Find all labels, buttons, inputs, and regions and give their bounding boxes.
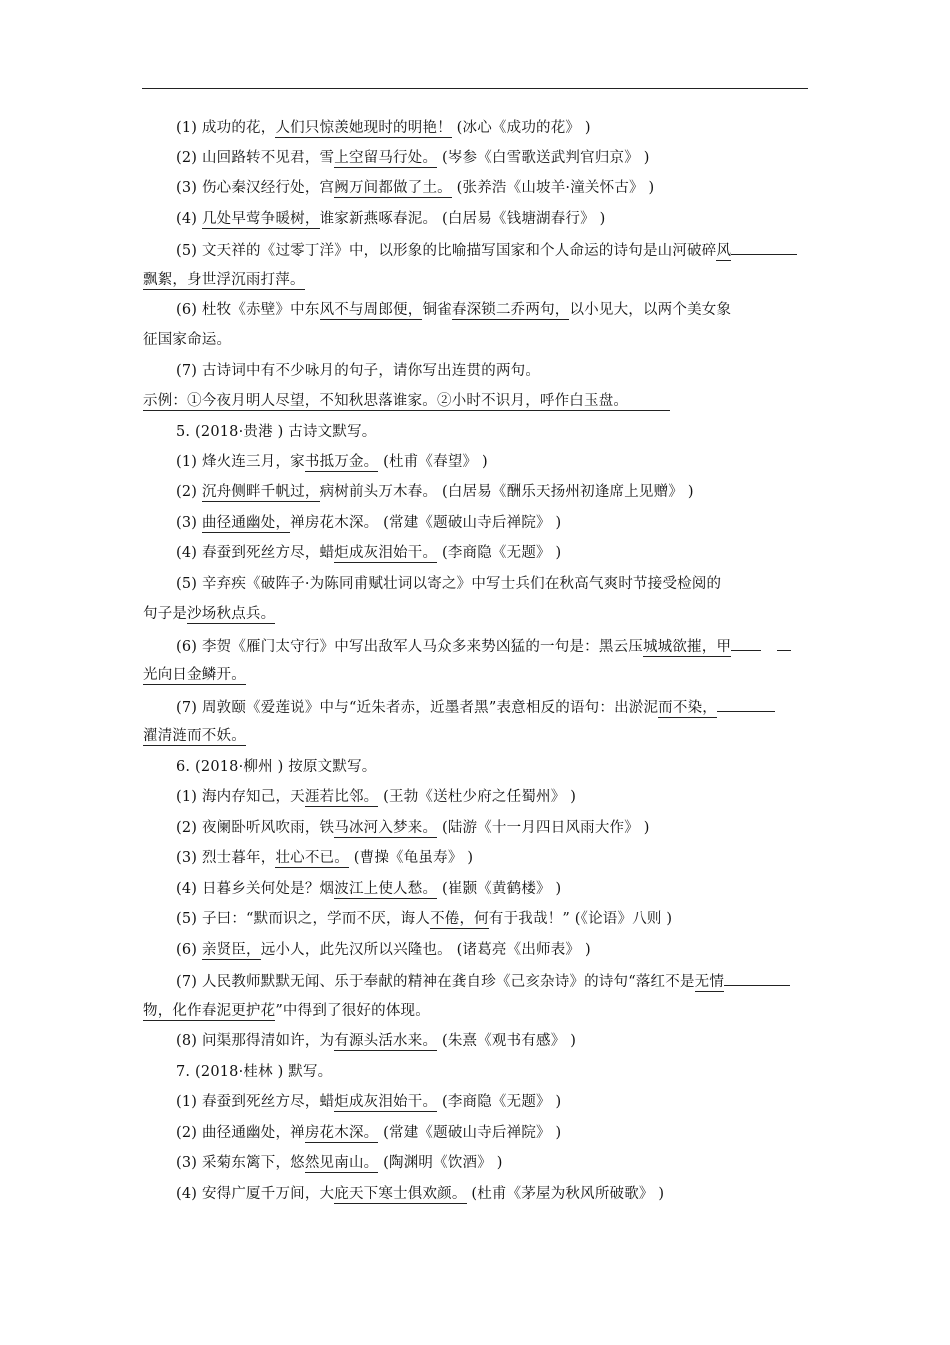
item-line: (3) 伤心秦汉经行处，宫阙万间都做了土。 (张养浩《山坡羊·潼关怀古》 ) [176,180,655,196]
item-line: 光向日金鳞开。 [143,667,246,683]
item-line: (2) 山回路转不见君，雪上空留马行处。 (岑参《白雪歌送武判官归京》 ) [176,150,650,166]
question-heading: 7. (2018·桂林 ) 默写。 [176,1064,333,1080]
item-line: 示例：①今夜月明人尽望，不知秋思落谁家。②小时不识月，呼作白玉盘。 [143,391,670,411]
item-line: (6) 李贺《雁门太守行》中写出敌军人马众多来势凶猛的一句是：黑云压城城欲摧，甲 [176,635,791,657]
item-line: (2) 曲径通幽处，禅房花木深。 (常建《题破山寺后禅院》 ) [176,1125,562,1141]
item-line: (1) 春蚕到死丝方尽，蜡炬成灰泪始干。 (李商隐《无题》 ) [176,1094,562,1110]
item-line: (4) 春蚕到死丝方尽，蜡炬成灰泪始干。 (李商隐《无题》 ) [176,545,562,561]
item-line: (7) 人民教师默默无闻、乐于奉献的精神在龚自珍《己亥杂诗》的诗句“落红不是无情 [176,970,790,992]
item-line: (5) 辛弃疾《破阵子·为陈同甫赋壮词以寄之》中写士兵们在秋高气爽时节接受检阅的 [176,576,722,592]
item-line: (1) 海内存知己，天涯若比邻。 (王勃《送杜少府之任蜀州》 ) [176,789,577,805]
item-line: (2) 夜阑卧听风吹雨，铁马冰河入梦来。 (陆游《十一月四日风雨大作》 ) [176,820,650,836]
item-line: (6) 亲贤臣，远小人，此先汉所以兴隆也。 (诸葛亮《出师表》 ) [176,942,591,958]
header-rule [142,88,808,89]
item-line: (4) 安得广厦千万间，大庇天下寒士俱欢颜。 (杜甫《茅屋为秋风所破歌》 ) [176,1186,665,1202]
question-heading: 5. (2018·贵港 ) 古诗文默写。 [176,424,377,440]
item-line: 征国家命运。 [143,332,232,348]
item-line: (1) 成功的花，人们只惊羡她现时的明艳！ (冰心《成功的花》 ) [176,120,591,136]
item-line: (3) 曲径通幽处，禅房花木深。 (常建《题破山寺后禅院》 ) [176,515,562,531]
item-line: (4) 几处早莺争暖树，谁家新燕啄春泥。 (白居易《钱塘湖春行》 ) [176,211,606,227]
item-line: (4) 日暮乡关何处是？烟波江上使人愁。 (崔颢《黄鹤楼》 ) [176,881,562,897]
item-line: (3) 烈士暮年，壮心不已。 (曹操《龟虽寿》 ) [176,850,474,866]
item-line: 飘絮，身世浮沉雨打萍。 [143,272,305,288]
item-line: (8) 问渠那得清如许，为有源头活水来。 (朱熹《观书有感》 ) [176,1033,577,1049]
item-line: 濯清涟而不妖。 [143,728,246,744]
item-line: (1) 烽火连三月，家书抵万金。 (杜甫《春望》 ) [176,454,488,470]
item-line: 物，化作春泥更护花”中得到了很好的体现。 [143,1003,430,1019]
item-line: (6) 杜牧《赤壁》中东风不与周郎便，铜雀春深锁二乔两句，以小见大，以两个美女象 [176,302,732,318]
item-line: (5) 子曰：“默而识之，学而不厌，诲人不倦，何有于我哉！” (《论语》八则 ) [176,911,673,927]
item-line: (2) 沉舟侧畔千帆过，病树前头万木春。 (白居易《酬乐天扬州初逢席上见赠》 ) [176,484,694,500]
question-heading: 6. (2018·柳州 ) 按原文默写。 [176,759,377,775]
item-line: (7) 古诗词中有不少咏月的句子，请你写出连贯的两句。 [176,363,541,379]
item-line: (3) 采菊东篱下，悠然见南山。 (陶渊明《饮酒》 ) [176,1155,503,1171]
item-line: (5) 文天祥的《过零丁洋》中，以形象的比喻描写国家和个人命运的诗句是山河破碎风 [176,239,797,261]
item-line: 句子是沙场秋点兵。 [143,606,276,622]
item-line: (7) 周敦颐《爱莲说》中与“近朱者赤，近墨者黑”表意相反的语句：出淤泥而不染， [176,696,775,718]
